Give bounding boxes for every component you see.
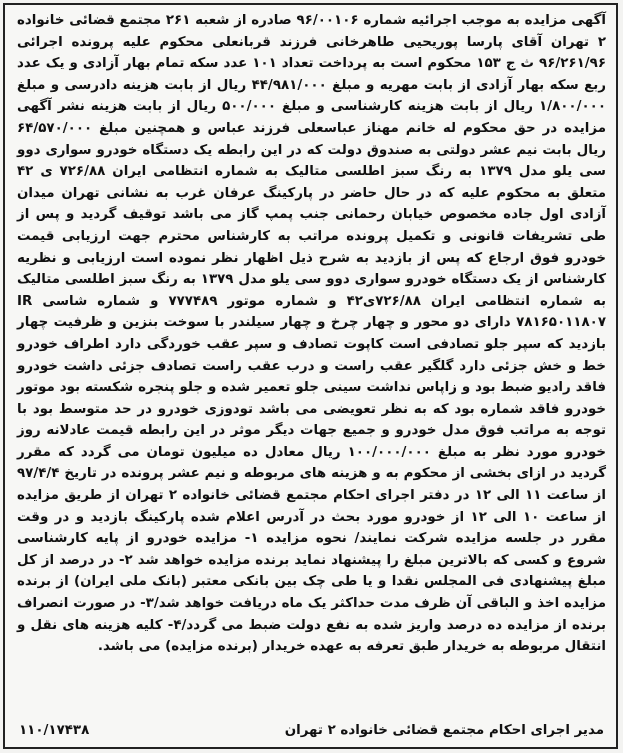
auction-notice bbox=[3, 3, 618, 749]
notice-body: آگهی مزایده به موجب اجرائیه شماره ۹۶/۰۰۱۰۶ صادره از شعبه ۲۶۱ مجتمع قضائی خانواده ۲ تهران آقای پارسا پوریحیی طاهرخانی فرزند قربانعلی محکوم علیه پرونده اجرائی ۹۶/۲۶۱/۹۶ ث ج ۱۵۳ محکوم است به پرداخت تعداد ۱۰۱ عدد سکه تمام بهار آزادی و یک عدد ربع سکه بهار آزادی از بابت مهریه و مبلغ ۴۴/۹۸۱/۰۰۰ ریال از بابت هزینه دادرسی و مبلغ ۱/۸۰۰/۰۰۰ ریال از بابت هزینه کارشناسی و مبلغ ۵۰۰/۰۰۰ ریال از بابت هزینه نشر آگهی مزایده در حق محکوم له خانم مهناز عباسعلی فرزند عباس و همچنین مبلغ ۶۴/۵۷۰/۰۰۰ ریال بابت نیم عشر دولتی به صندوق دولت که در این رابطه یک دستگاه خودرو سواری دوو سی یلو مدل ۱۳۷۹ به رنگ سبز اطلسی متالیک به شماره انتظامی ایران ۷۲۶/۸۸ ی ۴۲ متعلق به محکوم علیه که در حال حاضر در پارکینگ عرفان غرب به نشانی تهران میدان آزادی اول جاده مخصوص خیابان رحمانی جنب پمپ گاز می باشد توقیف گردید و پس از طی تشریفات قانونی و تکمیل پرونده مراتب به کارشناس محترم جهت ارزیابی قیمت خودرو فوق ارجاع که پس از بازدید به شرح ذیل اظهار نظر نموده است ارزیابی و نظریه کارشناس از یک دستگاه خودرو سواری دوو سی یلو مدل ۱۳۷۹ به رنگ سبز اطلسی متالیک به شماره انتظامی ایران ۷۲۶/۸۸ی۴۲ و شماره موتور ۷۷۷۴۸۹ و شماره شاسی IR ۷۸۱۶۵۰۱۱۸۰۷ دارای دو محور و چهار چرخ و چهار سیلندر با سوخت بنزین و ظرفیت چهار بازدید که سپر جلو تصادفی است کاپوت تصادف و سپر عقب خوردگی دارد اطراف خودرو خط و خش جزئی دارد گلگیر عقب راست و درب عقب راست تصادف جزئی داشت خودرو فاقد رادیو ضبط بود و زاپاس نداشت سینی جلو تعمیر شده و جلو پنجره شکسته بود موتور خودرو فاقد شماره بود که به نظر تعویضی می باشد تودوزی خودرو در حد متوسط بود با توجه به مراتب فوق مدل خودرو و جمیع جهات دیگر موثر در این رابطه قیمت عادلانه روز خودرو مورد نظر به مبلغ ۱۰۰/۰۰۰/۰۰۰ ریال معادل ده میلیون تومان می گردد که مقرر گردید در ازای بخشی از محکوم به و هزینه های مربوطه و نیم عشر پرونده در تاریخ ۹۷/۴/۴ از ساعت ۱۱ الی ۱۲ در دفتر اجرای احکام مجتمع قضائی خانواده ۲ تهران از طریق مزایده از ساعت ۱۰ الی ۱۲ از خودرو مورد بحث در آدرس اعلام شده پارکینگ بازدید و در وقت مقرر در جلسه مزایده شرکت نمایند/ نحوه مزایده ۱- مزایده خودرو از پایه کارشناسی شروع و کسی که بالاترین مبلغ را پیشنهاد نماید برنده مزایده خواهد شد ۲- در درصد از کل مبلغ پیشنهادی فی المجلس نقدا و یا طی چک بین بانکی معتبر (بانک ملی ایران) از برنده مزایده اخذ و الباقی آن ظرف مدت حداکثر یک ماه دریافت خواهد شد/۳- در صورت انصراف برنده از مزایده ده درصد واریز شده به نفع دولت ضبط می گردد/۴- کلیه هزینه های نقل و انتقال مربوطه به خریدار طبق تعرفه به عهده خریدار (برنده مزایده) می باشد. bbox=[17, 13, 607, 655]
signature-line: مدیر اجرای احکام مجتمع قضائی خانواده ۲ تهران bbox=[284, 723, 604, 738]
notice-footer bbox=[15, 723, 606, 745]
notice-code: ۱۱۰/۱۷۴۳۸ bbox=[19, 723, 90, 738]
